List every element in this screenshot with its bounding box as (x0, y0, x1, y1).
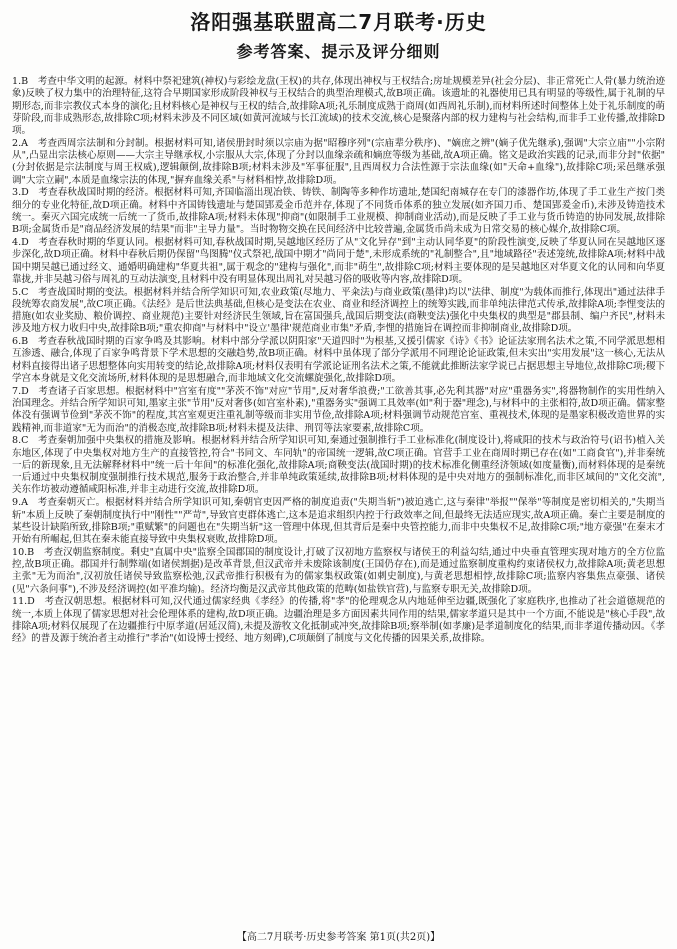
answer-item (12, 76, 665, 137)
answer-text: 考查西周宗法制和分封制。根据材料可知,诸侯册封时须以宗庙为据"昭穆序列"(宗庙辈分秩序)、"嫡庶之辨"(嫡子优先继承),强调"大宗立庙""小宗附从",凸显出宗法核心原则——大宗主导继承权,小宗服从大宗,体现了分封以血缘亲疏和嫡庶等级为基础,故A项正确。铭文是政治实践的记录,而非分封"依据"(分封依据是宗法制度与周王权威),逻辑颠倒,故排除B项;材料未涉及"军事征服",且西周权力合法性源于宗法血缘(如"天命+血缘"),故排除C项;采邑继承强调"大宗立嗣",本质是血缘宗法的体现,"摒弃血缘关系"与材料相悖,故排除D项。 (12, 137, 665, 186)
answer-item (12, 187, 665, 236)
answer-text: 考查战国时期的变法。根据材料并结合所学知识可知,农业政策(尽地力、平籴法)与商业政策(墨律)均以"法律、制度"为载体而推行,体现出"通过法律手段统筹农商发展",故C项正确。《法经》是后世法典基础,但核心是变法在农业、商业和经济调控上的统筹实践,而非单纯法律范式传承,故排除A项;李悝变法的措施(如农业奖励、粮价调控、商业规范)主要针对经济民生领域,旨在富国强兵,战国后期变法(商鞅变法)强化中央集权的典型是"郡县制、编户齐民",材料未涉及地方权力收归中央,故排除B项;"重农抑商"与材料中"设立'墨律'规范商业市集"矛盾,李悝的措施旨在调控而非抑制商业,故排除D项。 (12, 286, 665, 335)
answer-item (12, 547, 665, 596)
answer-text: 考查汉朝监察制度。剩史"直属中央"监察全国郡国的制度设计,打破了汉初地方监察权与诸侯王的利益勾结,通过中央垂直管理实现对地方的全方位监控,故B项正确。郡国并行制弊端(如诸侯割据)是改革背景,但汉武帝并未废除该制度(王国仍存在),而是通过监察制度重构约束诸侯权力,故排除A项;黄老思想主张"无为而治",汉初放任诸侯导致监察松弛,汉武帝推行积极有为的儒家集权政策(如刺史制度),与黄老思想相悖,故排除C项;监察内容集焦点豪强、诸侯(见"六条问事"),不涉及经济调控(如平准均输)。经济均衡是汉武帝其他政策的范畴(如盐铁官营),与监察专职无关,故排除D项。 (12, 546, 665, 595)
answer-number: 5.C (12, 286, 29, 298)
answer-item (12, 596, 665, 645)
answer-number: 1.B (12, 76, 29, 87)
answer-number: 10.B (12, 546, 35, 558)
answer-number: 8.C (12, 435, 29, 447)
page-footer: 【高二7月联考·历史参考答案 第1页(共2页)】 (236, 932, 441, 943)
answer-number: 6.B (12, 336, 29, 348)
answer-text: 考查诸子百家思想。根据材料中"宫室有度""茅茨不饰"对应"节用",反对奢华浪费;"工欲善其事,必先利其器"对应"重器务实",将器物制作的实用性纳入治国理念。并结合所学知识可知,墨家主张"节用"反对奢侈(如宫室朴素),"重器务实"强调工具效率(如"利于器"理念),与材料中的主张相符,故D项正确。儒家整体没有强调节俭到"茅茨不饰"的程度,其宫室观更注重礼制等级而非实用节俭,故排除A项;材料强调节动规范宫室、重视技术,体现的是墨家积极改造世界的实践精神,而非道家"无为而治"的消极态度,故排除B项;材料未提及法律、刑罚等法家要素,故排除C项。 (12, 385, 665, 434)
answer-text: 考查春秋战国时期的百家争鸣及其影响。材料中部分学派以阴阳家"天道四时"为根基,又援引儒家《诗》《书》论证法家刑名法术之策,不同学派思想相互渗透、融合,体现了百家争鸣背景下学术思想的交融趋势,故B项正确。材料中虽体现了部分学派用不同理论论证政策,但未实出"实用发展"这一核心,无法从材料直接得出诸子思想整体向实用转变的结论,故排除A项;材料仅表明有学派论证刑名法术之策,不能就此推断法家学说已占据思想主导地位,故排除C项;稷下学宫本身就是文化交流场所,材料体现的是思想融合,而非地域文化交流螺旋强化,故排除D项。 (12, 336, 665, 384)
answer-number: 11.D (12, 596, 35, 608)
answer-number: 3.D (12, 187, 29, 199)
answer-text: 考查春秋时期的华夏认同。根据材料可知,春秋战国时期,吴越地区经历了从"文化异存"到"主动认同华夏"的阶段性演变,反映了华夏认同在吴越地区逐步深化,故D项正确。材料中春秋后期仍保留"鸟图腾"仪式祭祀,战国中期才"尚同于楚",未形成系统的"礼制整合",且"地域路径"表述笼统,故排除A项;材料中战国中期吴越已通过经文、通婚明确建构"华夏共祖",属于观念的"建构与强化",而非"萌生",故排除C项;材料主要体现的是吴越地区对华夏文化的认同和向华夏靠拢,并非吴越习俗与周礼的互动法演变,且材料中没有明显体现出周礼对吴越习俗的吸收等内容,故排除D项。 (12, 237, 665, 285)
answer-item (12, 287, 665, 336)
answer-item (12, 138, 665, 187)
answer-item (12, 497, 665, 546)
page-subtitle: 参考答案、提示及评分细则 (236, 42, 441, 61)
answer-text: 考查中华文明的起源。材料中祭祀建筑(神权)与彩绘龙盘(王权)的共存,体现出神权与王权结合;房址规模差异(社会分层)、非正常死亡人骨(暴力统治迹象)反映了权力集中的治理特征,这符合早期国家形成阶段神权与王权结合的典型治理模式,故B项正确。该遗址的礼器使用已具有明显的等级性,属于礼制的早期形态,而非宗教仪式本身的演化;且材料核心是神权与王权的结合,故排除A项;礼乐制度成熟于商周(如西周礼乐制),而材料所述时间整体上处于礼乐制度的萌芽阶段,而非成熟形态,故排除C项;材料未涉及不同区域(如黄河流域与长江流域)的技术交流,核心是聚落内部的权力建构与社会结构,而非手工业传播,故排除D项。 (12, 76, 665, 136)
answer-item (12, 336, 665, 385)
answer-number: 7.D (12, 385, 29, 397)
page-title: 洛阳强基联盟高二7月联考·历史 (190, 10, 487, 34)
answers-list (12, 76, 665, 645)
answer-text: 考查汉朝思想。根据材料可知,汉代通过儒家经典《孝经》的传播,将"孝"的伦理观念从内地延伸至边疆,既强化了家庭秩序,也推动了社会道德规范的统一,本质上体现了儒家思想对社会伦理体系的建构,故D项正确。边疆治理是多方面因素共同作用的结果,儒家孝道只是其中一个方面,不能说是"核心手段",故排除A项;材料仅展现了在边疆推行中原孝道(居延汉简),未提及游牧文化抵制或冲突,故排除B项;察举制(如孝廉)是孝道制度化的结果,而非孝道传播动因。《孝经》的普及源于统治者主动推行"孝治"(如设博士授经、地方刻碑),C项颠倒了制度与文化传播的因果关系,故排除。 (12, 596, 665, 645)
answer-text: 考查秦朝加强中央集权的措施及影响。根据材料并结合所学知识可知,秦通过强制推行手工业标准化(制度设计),将咸阳的技术与政治符号(诏书)植入关东地区,体现了中央集权对地方生产的直接管控,符合"书同文、车同轨"的帝国统一逻辑,故C项正确。官营手工业在商周时期已存在(如"工商食官"),并非秦统一后的新现象,且无法解释材料中"统一后十年间"的标准化强化,故排除A项;商鞅变法(战国时期)的技术标准化侧重经济领域(如度量衡),而材料体现的是秦统一后通过中央集权制度强制推行技术规范,服务于政治整合,并非单纯政策延续,故排除B项;材料体现的是中央对地方的强制标准化,而非区域间的"文化交流",关东作坊被动遵循咸阳标准,并非主动进行交流,故排除D项。 (12, 435, 665, 496)
answer-text: 考查春秋战国时期的经济。根据材料可知,齐国临淄出现冶铁、铸铁、制陶等多种作坊遗址,楚国纪南城存在专门的漆器作坊,体现了手工业生产按门类细分的专业化特征,故D项正确。材料中齐国铸钱遗址与楚国郢爰金币范并存,体现了不同货币体系的独立发展(如齐国刀币、楚国郢爰金币),未涉及铸造技术统一。秦灭六国完成统一后统一了货币,故排除A项;材料未体现"抑商"(如限制手工业规模、抑制商业活动),而是反映了手工业与货币铸造的协同发展,故排除B项;金属货币是"商品经济发展的结果"而非"主导力量"。当时物物交换在民间经济中比较普遍,金属货币尚未成为日常交易的核心媒介,故排除C项。 (12, 187, 665, 236)
answer-number: 4.D (12, 237, 29, 249)
answer-number: 2.A (12, 137, 29, 149)
answer-number: 9.A (12, 497, 29, 509)
answer-text: 考查秦朝灭亡。根据材料并结合所学知识可知,秦朝官吏因严格的制度追责("失期当斩")被迫逃亡,这与秦律"举报""保举"等制度是密切相关的,"失期当斩"本质上反映了秦朝制度执行中"刚性""严苛",导致官吏群体逃亡,这本是追求组织内控于行政效率之间,但最终无法适应现实,故A项正确。秦亡主要是制度的某些设计缺陷所致,排除B项;"重赋繁"的问题也在"失期当斩"这一管理中体现,但其背后是秦中央管控能力,而非中央集权不足,故排除C项;"地方豪强"在秦末才开始有所崛起,但其在秦未能直接导致中央集权衰败,故排除D项。 (12, 497, 665, 545)
answer-item (12, 386, 665, 435)
answer-item (12, 435, 665, 496)
answer-item (12, 237, 665, 286)
